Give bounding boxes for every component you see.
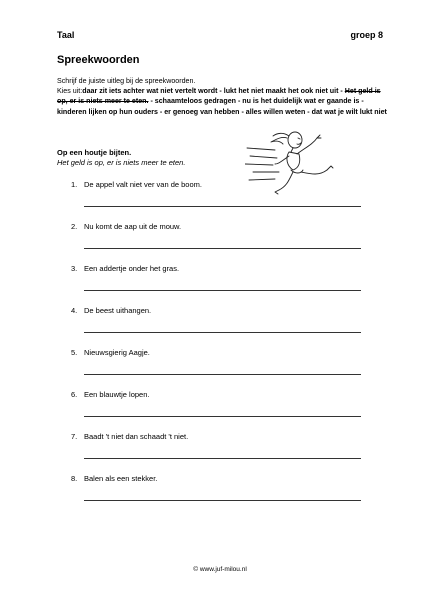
instructions-block xyxy=(57,76,387,117)
list-item: 6. Een blauwtje lopen. xyxy=(71,390,150,399)
page-title: Spreekwoorden xyxy=(57,54,140,66)
choices-struck-answer: Het geld is op, er is niets meer te eten. xyxy=(57,87,381,106)
list-item: 5. Nieuwsgierig Aagje. xyxy=(71,348,150,357)
list-item: 2. Nu komt de aap uit de mouw. xyxy=(71,222,182,231)
choices-part-1: daar zit iets achter wat niet vertelt wordt - lukt het niet maakt het ook niet uit - xyxy=(82,87,345,96)
list-item: 3. Een addertje onder het gras. xyxy=(71,264,180,273)
answer-line[interactable] xyxy=(84,374,361,375)
example-answer: Het geld is op, er is niets meer te eten. xyxy=(57,158,186,167)
answer-line[interactable] xyxy=(84,416,361,417)
answer-line[interactable] xyxy=(84,206,361,207)
answer-line[interactable] xyxy=(84,332,361,333)
example-proverb: Op een houtje bijten. xyxy=(57,148,132,157)
answer-line[interactable] xyxy=(84,248,361,249)
choices-intro: Kies uit: xyxy=(57,87,83,96)
answer-line[interactable] xyxy=(84,290,361,291)
list-item: 8. Balen als een stekker. xyxy=(71,474,158,483)
list-item: 1. De appel valt niet ver van de boom. xyxy=(71,180,202,189)
choices-part-2: - schaamteloos gedragen - nu is het duidelijk wat er gaande is - kinderen lijken op hun ouders - er genoeg van hebben - alles willen weten - dat wat je wilt lukt niet xyxy=(57,97,387,116)
answer-line[interactable] xyxy=(84,500,361,501)
group-label: groep 8 xyxy=(350,30,383,40)
list-item: 4. De beest uithangen. xyxy=(71,306,152,315)
instruction-text: Schrijf de juiste uitleg bij de spreekwoorden. xyxy=(57,77,196,85)
answer-line[interactable] xyxy=(84,458,361,459)
choices-list xyxy=(57,86,387,117)
list-item: 7. Baadt 't niet dan schaadt 't niet. xyxy=(71,432,189,441)
footer-credit: © www.juf-milou.nl xyxy=(193,566,247,573)
subject-label: Taal xyxy=(57,30,75,40)
